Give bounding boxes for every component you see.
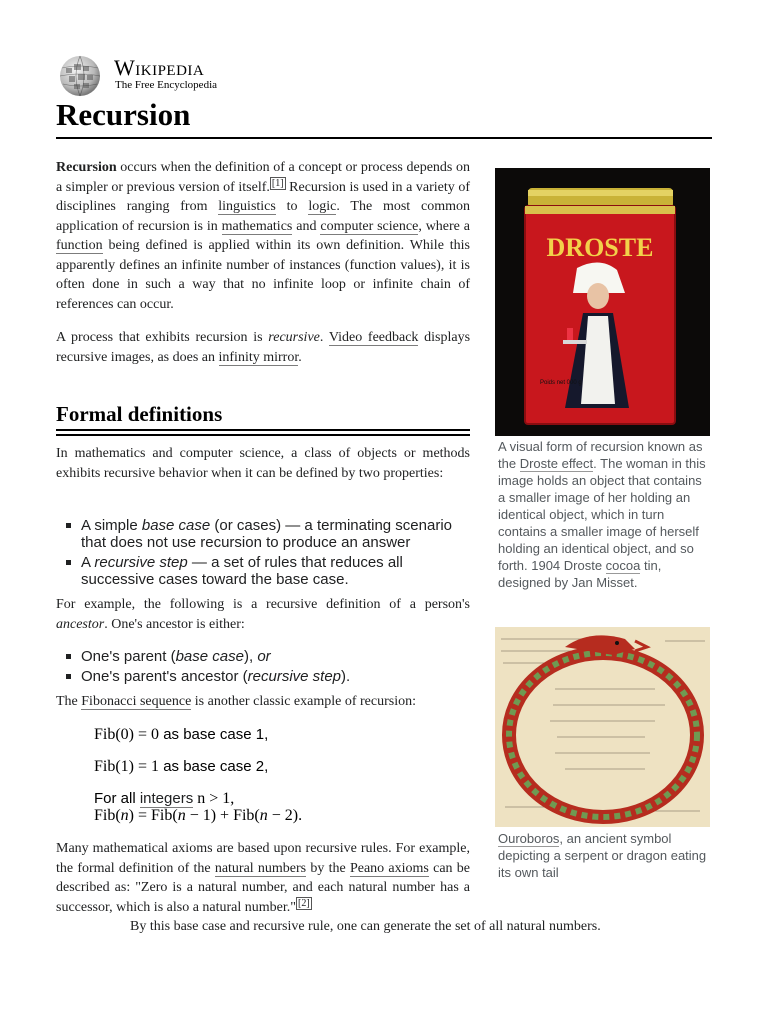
para-text: For example, the following is a recursive definition of a person's bbox=[56, 597, 470, 612]
math-variable: n bbox=[120, 807, 129, 824]
caption-text: tin, designed by Jan Misset. bbox=[498, 558, 662, 590]
list-text: One's parent's ancestor ( bbox=[81, 668, 248, 685]
fib-recursive-rule bbox=[94, 806, 302, 825]
para-text: can be described as: "Zero is a natural number, and each natural number has a successor, which is also a natural number." bbox=[56, 860, 470, 915]
base-case-term: base case bbox=[141, 517, 211, 534]
recursive-step-term: recursive step bbox=[94, 554, 188, 571]
citation-1-link[interactable]: [1] bbox=[271, 177, 284, 189]
recursive-process-paragraph bbox=[56, 328, 470, 367]
list-item bbox=[56, 648, 470, 665]
para-text: A process that exhibits recursion is bbox=[56, 330, 269, 345]
para-text: The bbox=[56, 694, 82, 709]
intro-text: being defined is applied within its own definition. While this apparently defines an infinite number of instances (function values), it is often done in such a way that no infinite loop or infinite chain of references can occur. bbox=[56, 238, 470, 312]
list-item bbox=[56, 517, 470, 551]
math-expression: − 1) + Fib( bbox=[185, 807, 260, 824]
ouroboros-caption bbox=[498, 830, 710, 881]
axioms-paragraph-end: By this base case and recursive rule, one can generate the set of all natural numbers. bbox=[130, 919, 601, 934]
title-divider bbox=[56, 137, 712, 139]
para-text: . bbox=[298, 349, 302, 365]
intro-text: , where a bbox=[418, 218, 470, 234]
math-expression: ) = Fib( bbox=[128, 807, 178, 824]
droste-tin-illustration bbox=[495, 168, 710, 436]
page-title: Recursion bbox=[56, 97, 191, 132]
recursive-term: recursive bbox=[268, 330, 320, 345]
fibonacci-intro-paragraph bbox=[56, 692, 470, 712]
list-text: A bbox=[81, 554, 95, 571]
math-expression: Fib(1) = 1 bbox=[94, 758, 160, 775]
cocoa-link[interactable]: cocoa bbox=[605, 558, 641, 573]
math-expression: − 2). bbox=[267, 807, 303, 824]
logic-link[interactable]: logic bbox=[308, 199, 337, 214]
linguistics-link[interactable]: linguistics bbox=[218, 199, 276, 214]
caption-text: A visual form of recursion known as the bbox=[498, 439, 703, 471]
droste-caption bbox=[498, 438, 710, 591]
ancestor-example-paragraph bbox=[56, 595, 470, 634]
para-text: by the bbox=[306, 860, 350, 876]
infinity-mirror-link[interactable]: infinity mirror bbox=[218, 349, 299, 365]
intro-term: Recursion bbox=[56, 160, 117, 175]
droste-small-text: Poids net 000 g bbox=[540, 380, 582, 386]
math-expression: n > 1, bbox=[193, 790, 235, 807]
section-divider bbox=[56, 434, 470, 436]
list-emphasis: recursive step bbox=[247, 668, 342, 685]
peano-axioms-link[interactable]: Peano axioms bbox=[349, 860, 429, 876]
droste-tin-image[interactable] bbox=[495, 168, 710, 436]
wikipedia-tagline: The Free Encyclopedia bbox=[115, 79, 218, 91]
integers-link[interactable]: integers bbox=[139, 790, 194, 807]
intro-text: . The most common application of recursion is in bbox=[56, 199, 470, 234]
list-emphasis: or bbox=[257, 648, 271, 665]
para-text: . bbox=[319, 330, 329, 345]
function-link[interactable]: function bbox=[56, 238, 103, 253]
wikipedia-wordmark: Wikipedia bbox=[114, 55, 205, 80]
wikipedia-logo[interactable] bbox=[56, 54, 256, 96]
section-divider bbox=[56, 429, 470, 431]
properties-list bbox=[56, 517, 470, 591]
axioms-paragraph bbox=[56, 839, 470, 917]
list-item bbox=[56, 554, 470, 588]
math-variable: n bbox=[259, 807, 268, 824]
intro-text: to bbox=[275, 199, 309, 214]
mathematics-link[interactable]: mathematics bbox=[221, 218, 293, 234]
list-item bbox=[56, 668, 470, 685]
ouroboros-image[interactable] bbox=[495, 627, 710, 827]
math-variable: n bbox=[177, 807, 186, 824]
list-emphasis: base case bbox=[175, 648, 244, 665]
ancestor-list bbox=[56, 648, 470, 688]
intro-text: Recursion is used in a variety of disciplines ranging from bbox=[56, 179, 471, 214]
math-expression: Fib(0) = 0 bbox=[94, 726, 160, 743]
intro-text: occurs when the definition of a concept or process depends on a simpler or previous version of itself. bbox=[56, 160, 470, 195]
fibonacci-sequence-link[interactable]: Fibonacci sequence bbox=[81, 694, 192, 709]
ancestor-term: ancestor bbox=[56, 616, 105, 632]
math-text: For all bbox=[94, 790, 140, 807]
ouroboros-illustration bbox=[495, 627, 710, 827]
computer-science-link[interactable]: computer science bbox=[320, 218, 419, 234]
droste-label: DROSTE bbox=[546, 233, 654, 262]
fib-base-case-2 bbox=[94, 757, 268, 776]
natural-numbers-link[interactable]: natural numbers bbox=[214, 860, 307, 876]
ouroboros-link[interactable]: Ouroboros bbox=[498, 831, 560, 846]
para-text: . One's ancestor is either: bbox=[104, 616, 245, 632]
fib-base-case-1 bbox=[94, 725, 268, 744]
video-feedback-link[interactable]: Video feedback bbox=[328, 330, 419, 345]
list-text: — a set of rules that reduces all successive cases toward the base case. bbox=[81, 554, 403, 588]
wikipedia-globe-icon bbox=[56, 54, 104, 98]
list-text: A simple bbox=[81, 517, 142, 534]
caption-text: , an ancient symbol depicting a serpent or dragon eating its own tail bbox=[498, 831, 707, 880]
para-text: displays recursive images, as does an bbox=[56, 330, 471, 365]
para-text: is another classic example of recursion: bbox=[191, 694, 416, 709]
citation-2-link[interactable]: [2] bbox=[297, 897, 310, 909]
properties-intro-paragraph: In mathematics and computer science, a class of objects or methods exhibits recursive behavior when it can be defined by two properties: bbox=[56, 446, 470, 481]
list-text: ). bbox=[341, 668, 351, 685]
math-text: as base case 1, bbox=[159, 726, 269, 743]
para-text: Many mathematical axioms are based upon recursive rules. For example, the formal definition of the bbox=[56, 841, 470, 876]
math-expression: Fib( bbox=[94, 807, 121, 824]
math-text: as base case 2, bbox=[159, 758, 269, 775]
list-text: One's parent ( bbox=[81, 648, 176, 665]
caption-text: . The woman in this image holds an object that contains a smaller image of her holding an identical object, which in turn contains a smaller image of herself holding an identical object, and so forth. 1904 Droste bbox=[498, 456, 706, 573]
droste-effect-link[interactable]: Droste effect bbox=[519, 456, 594, 471]
list-text: (or cases) — a terminating scenario that does not use recursion to produce an answer bbox=[81, 517, 453, 551]
section-heading-formal-definitions: Formal definitions bbox=[56, 402, 223, 426]
intro-text: and bbox=[292, 218, 321, 234]
list-text: ), bbox=[243, 648, 258, 665]
intro-paragraph bbox=[56, 158, 470, 314]
